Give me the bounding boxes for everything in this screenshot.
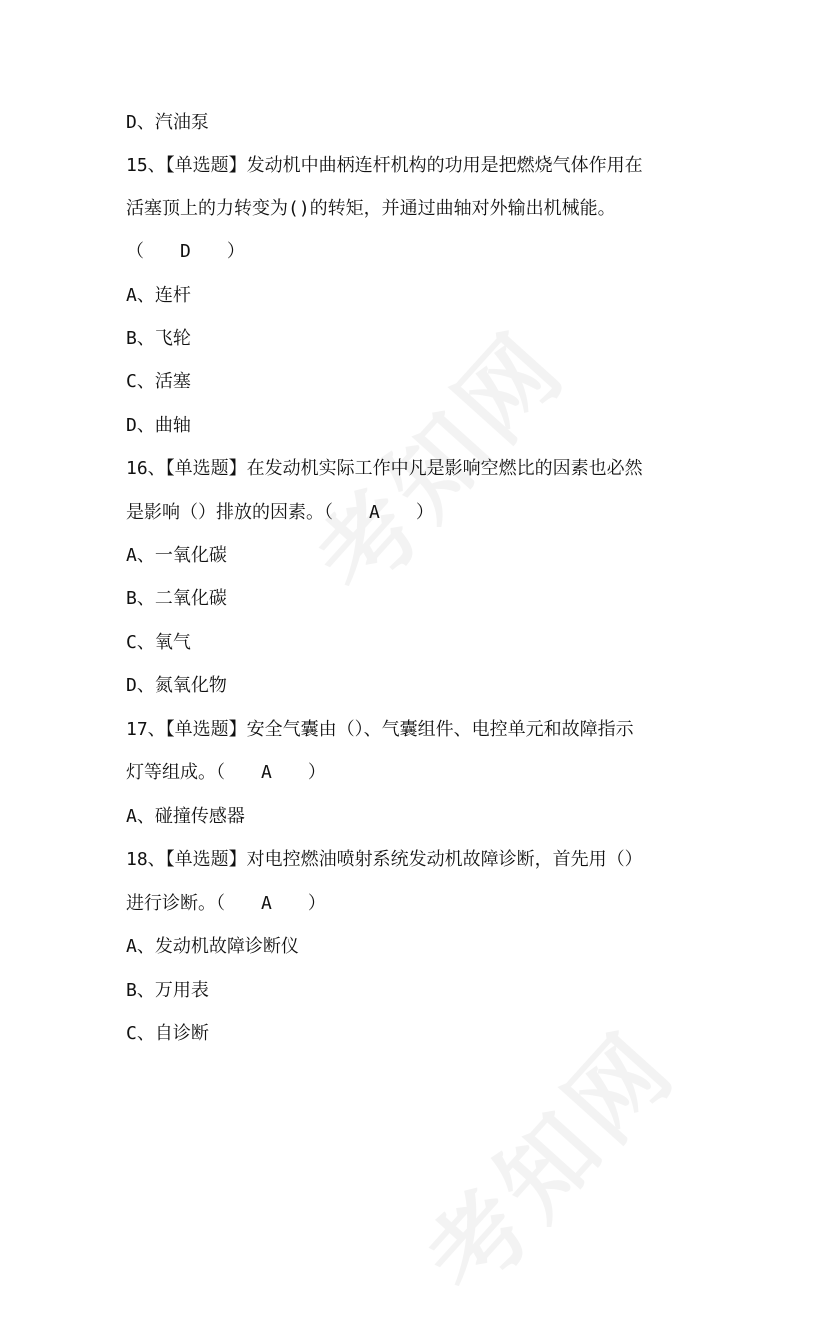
question-line: 是影响（）排放的因素。（ A ） (126, 502, 434, 523)
option-line: A、碰撞传感器 (126, 806, 245, 827)
option-line: D、氮氧化物 (126, 675, 227, 696)
option-line: C、氧气 (126, 632, 191, 653)
question-line: 15、【单选题】发动机中曲柄连杆机构的功用是把燃烧气体作用在 (126, 155, 643, 176)
option-line: B、万用表 (126, 980, 209, 1001)
question-line: 活塞顶上的力转变为()的转矩，并通过曲轴对外输出机械能。 (126, 198, 616, 219)
option-line: A、一氧化碳 (126, 545, 227, 566)
answer-line: （ D ） (126, 241, 245, 262)
option-line: D、汽油泵 (126, 112, 209, 133)
question-line: 17、【单选题】安全气囊由（）、气囊组件、电控单元和故障指示 (126, 719, 634, 740)
option-line: C、自诊断 (126, 1023, 209, 1044)
question-line: 灯等组成。（ A ） (126, 762, 326, 783)
question-line: 进行诊断。（ A ） (126, 893, 326, 914)
question-line: 16、【单选题】在发动机实际工作中凡是影响空燃比的因素也必然 (126, 458, 643, 479)
option-line: A、连杆 (126, 285, 191, 306)
option-line: D、曲轴 (126, 415, 191, 436)
option-line: C、活塞 (126, 371, 191, 392)
option-line: A、发动机故障诊断仪 (126, 936, 299, 957)
option-line: B、二氧化碳 (126, 588, 227, 609)
option-line: B、飞轮 (126, 328, 191, 349)
question-line: 18、【单选题】对电控燃油喷射系统发动机故障诊断，首先用（） (126, 849, 643, 870)
